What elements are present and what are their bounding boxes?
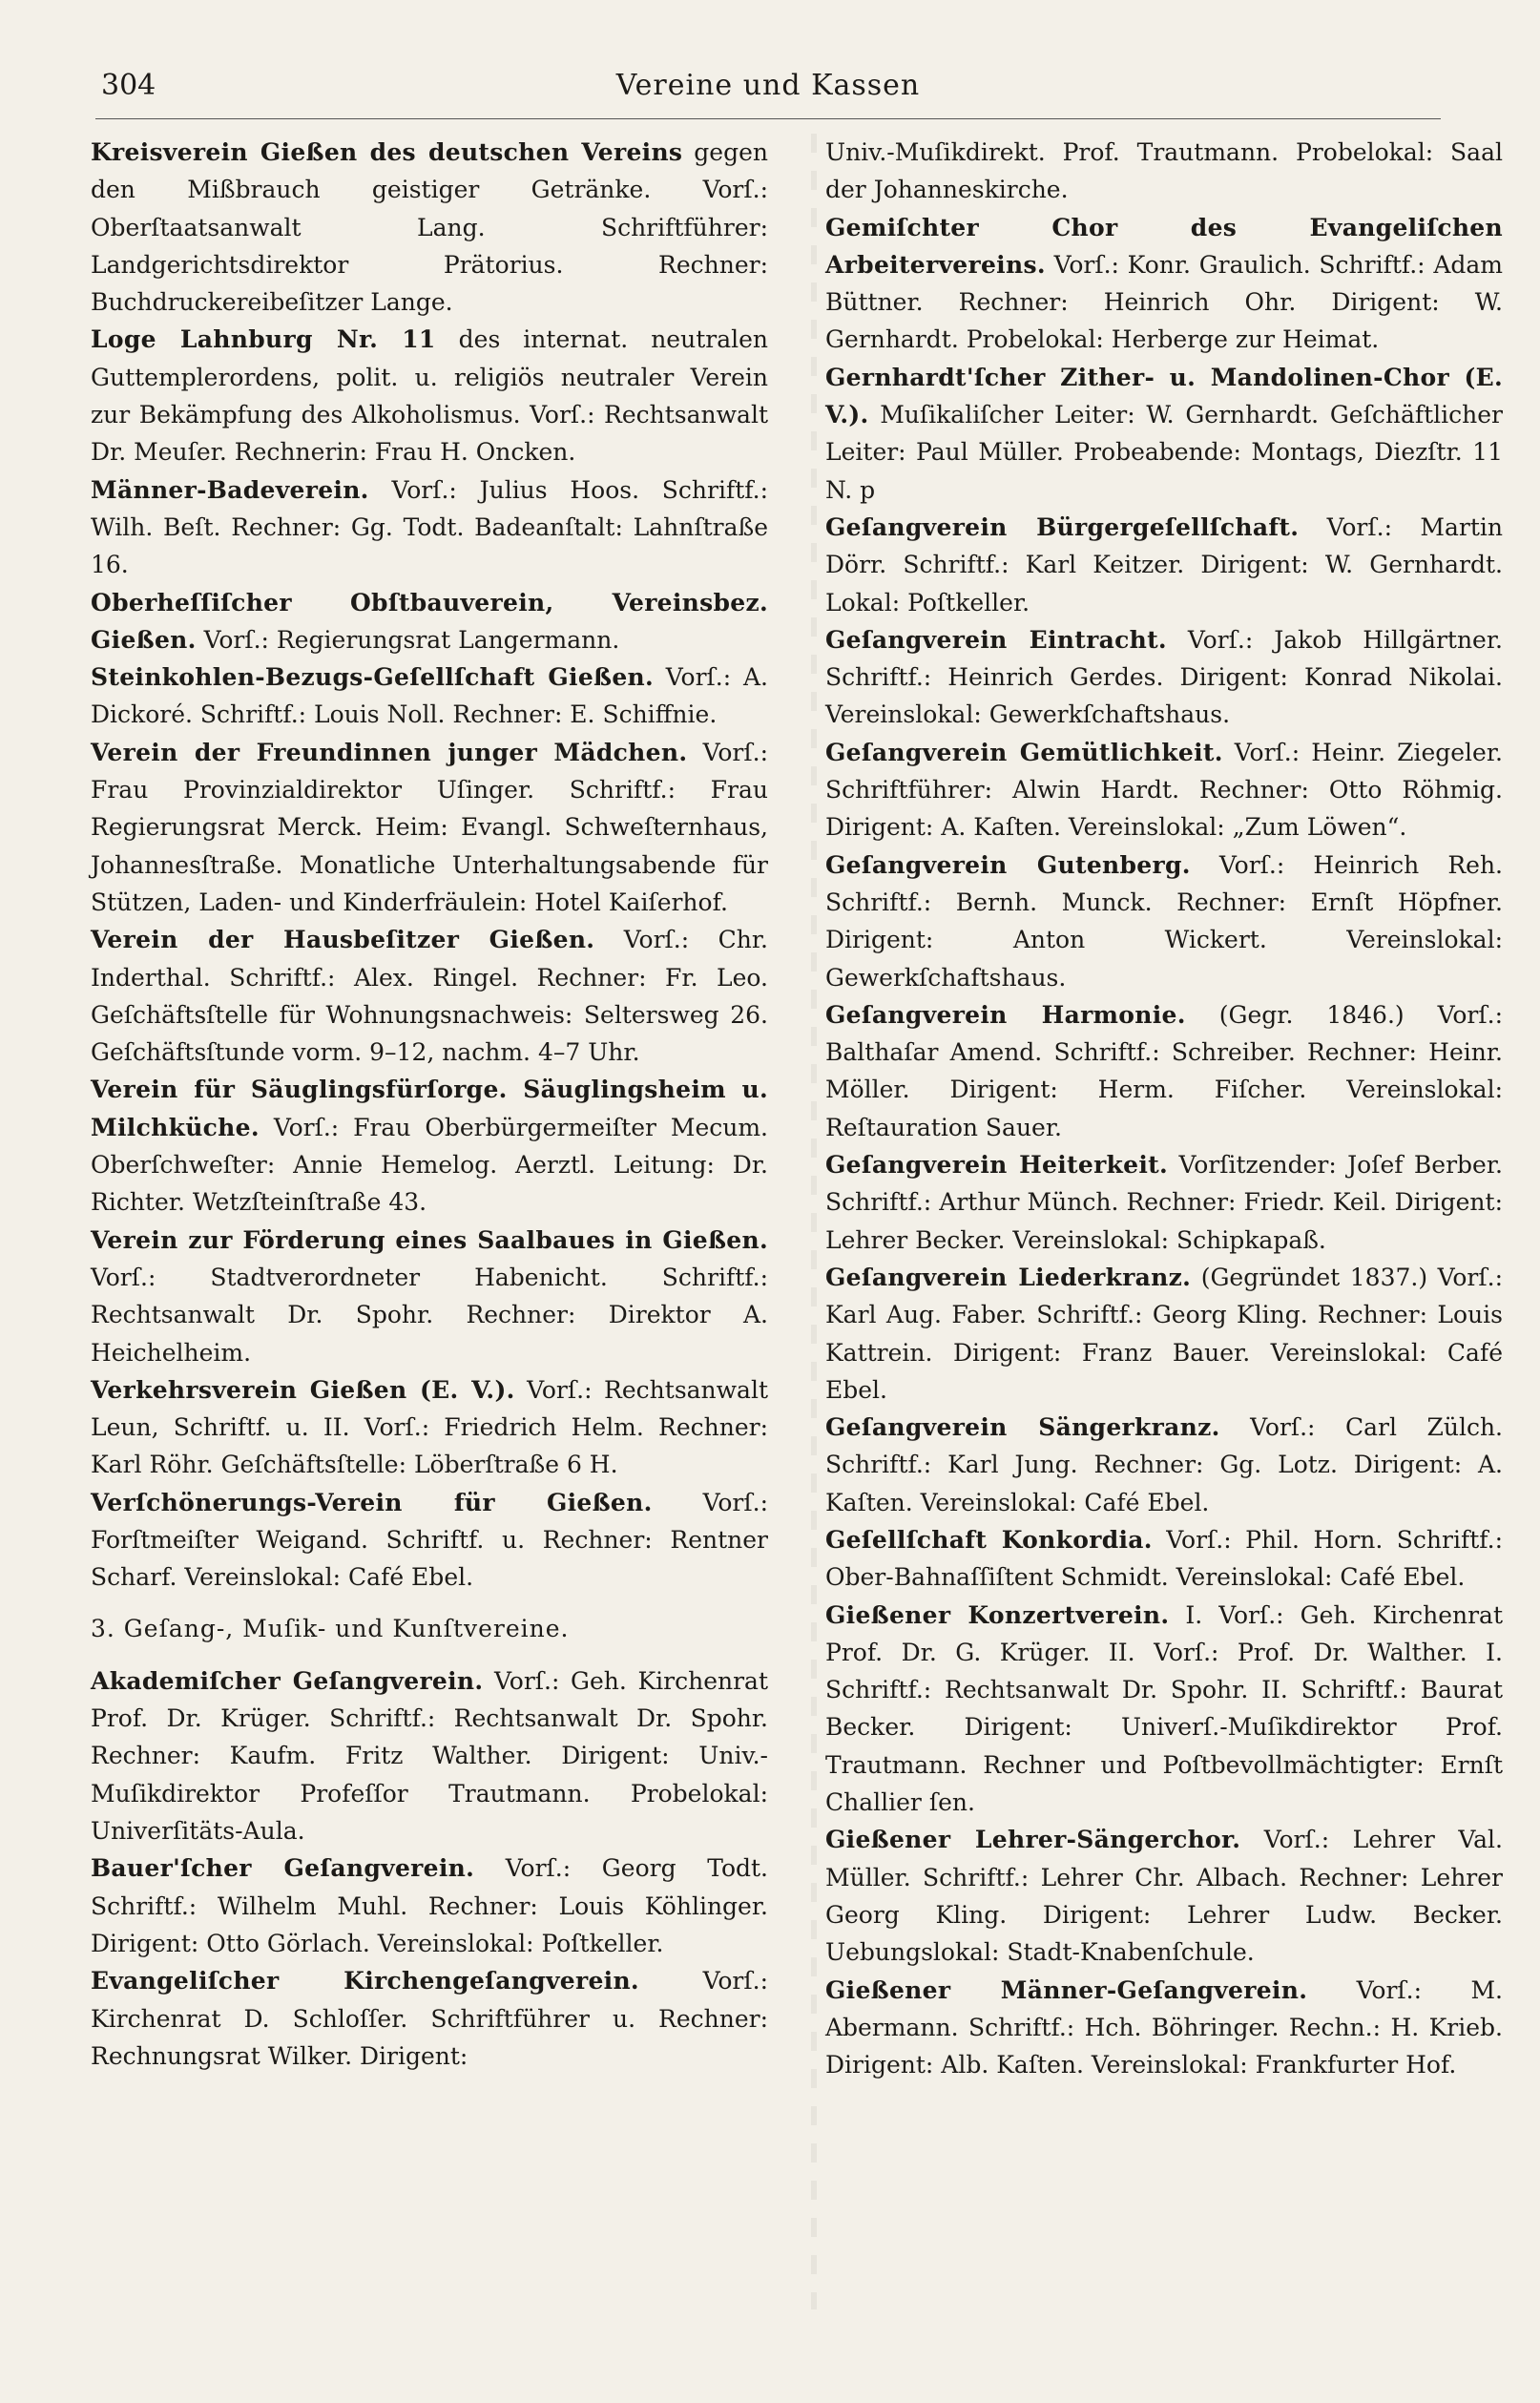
page-header (95, 57, 1441, 119)
entry-lehrer-saengerchor (825, 1821, 1503, 1971)
entry-text: Muſikaliſcher Leiter: W. Gernhardt. Geſchäftlicher Leiter: Paul Müller. Probeabende: Montags, Diezſtr. 11 N. p (825, 401, 1503, 504)
entry-text: Vorſitzender: Joſef Berber. Schriftf.: Arthur Münch. Rechner: Friedr. Keil. Dirigent: Lehrer Becker. Vereinslokal: Schipkapaß. (825, 1151, 1503, 1254)
entry-harmonie (825, 996, 1503, 1146)
entry-name: Verein zur Förderung eines Saalbaues in Gießen. (91, 1225, 768, 1254)
entry-text: Vorſ.: Jakob Hillgärtner. Schriftf.: Heinrich Gerdes. Dirigent: Konrad Nikolai. Vereinslokal: Gewerkſchaftshaus. (825, 625, 1503, 729)
entry-name: Männer-Badeverein. (91, 475, 369, 504)
entry-name: Verein der Freundinnen junger Mädchen. (91, 738, 688, 766)
entry-name: Verein für Säuglingsfürſorge. Säuglingsheim u. Milchküche. (91, 1076, 768, 1141)
entry-text: Vorſ.: Regierungsrat Langermann. (203, 625, 620, 654)
entry-saeuglingsfuersorge (91, 1071, 768, 1221)
entry-steinkohlen (91, 658, 768, 734)
entry-name: Loge Lahnburg Nr. 11 (91, 325, 436, 354)
entry-text: Vorſ.: Heinrich Reh. Schriftf.: Bernh. Munck. Rechner: Ernſt Höpfner. Dirigent: Anton Wickert. Vereinslokal: Gewerkſchaftshaus. (825, 850, 1503, 992)
entry-name: Gießener Männer-Geſangverein. (825, 1975, 1308, 2004)
entry-name: Geſellſchaft Konkordia. (825, 1525, 1153, 1554)
entry-continuation: Univ.-Muſikdirekt. Prof. Trautmann. Probelokal: Saal der Johanneskirche. (825, 138, 1503, 204)
entry-name: Evangeliſcher Kirchengeſangverein. (91, 1967, 639, 1996)
entry-text: gegen den Mißbrauch geistiger Getränke. Vorſ.: Oberſtaatsanwalt Lang. Schriftführer: Landgerichtsdirektor Prätorius. Rechner: Buchdruckereibeſitzer Lange. (91, 138, 768, 317)
entry-verschoenerungsverein (91, 1484, 768, 1597)
section-heading: 3. Geſang-, Muſik- und Kunſtvereine. (91, 1614, 570, 1642)
entry-hausbesitzer (91, 921, 768, 1071)
entry-text: Vorſ.: Phil. Horn. Schriftf.: Ober-Bahnaſſiſtent Schmidt. Vereinslokal: Café Ebel. (825, 1525, 1503, 1592)
entry-saengerkranz (825, 1409, 1503, 1521)
entry-kreisverein (91, 134, 768, 321)
entry-name: Geſangverein Harmonie. (825, 1000, 1186, 1029)
entry-text: Vorſ.: Heinr. Ziegeler. Schriftführer: Alwin Hardt. Rechner: Otto Röhmig. Dirigent: A. Kaſten. Vereinslokal: „Zum Löwen“. (825, 738, 1503, 842)
entry-name: Akademiſcher Geſangverein. (91, 1666, 484, 1695)
entry-loge-lahnburg (91, 321, 768, 470)
entry-name: Geſangverein Eintracht. (825, 625, 1167, 654)
entry-heiterkeit (825, 1146, 1503, 1259)
page-number: 304 (101, 69, 156, 102)
entry-name: Geſangverein Gutenberg. (825, 850, 1191, 879)
entry-name: Gießener Lehrer-Sängerchor. (825, 1826, 1241, 1854)
entry-text: Vorſ.: Georg Todt. Schriftf.: Wilhelm Muhl. Rechner: Louis Köhlinger. Dirigent: Otto Görlach. Vereinslokal: Poſtkeller. (91, 1854, 769, 1957)
entry-name: Gemiſchter Chor des Evangeliſchen Arbeitervereins. (825, 213, 1503, 279)
entry-name: Steinkohlen-Bezugs-Geſellſchaft Gießen. (91, 663, 654, 692)
entry-name: Gernhardt'ſcher Zither- u. Mandolinen-Chor (E. V.). (825, 363, 1503, 429)
entry-obstbauverein (91, 584, 768, 659)
entry-name: Verſchönerungs-Verein für Gießen. (91, 1488, 653, 1516)
entry-text: des internat. neutralen Guttemplerordens, polit. u. religiös neutraler Verein zur Bekämpfung des Alkoholismus. Vorſ.: Rechtsanwalt Dr. Meuſer. Rechnerin: Frau H. Oncken. (91, 325, 768, 467)
entry-akademischer-gesangverein (91, 1662, 768, 1849)
entry-name: Verkehrsverein Gießen (E. V.). (91, 1375, 515, 1404)
entry-name: Kreisverein Gießen des deutschen Vereins (91, 138, 683, 166)
entry-text: Vorſ.: Frau Provinzialdirektor Uſinger. Schriftf.: Frau Regierungsrat Merck. Heim: Evangl. Schweſternhaus, Johannesſtraße. Monatliche Unterhaltungsabende für Stützen, Laden- und Kinderfräulein: Hotel Kaiſerhof. (91, 738, 768, 916)
entry-konzertverein (825, 1597, 1503, 1822)
entry-liederkranz (825, 1259, 1503, 1409)
entry-bauerscher-gesangverein (91, 1849, 768, 1962)
entry-buergergesellschaft (825, 509, 1503, 621)
entry-text: Vorſ.: Konr. Graulich. Schriftf.: Adam Büttner. Rechner: Heinrich Ohr. Dirigent: W. Gernhardt. Probelokal: Herberge zur Heimat. (825, 250, 1503, 354)
entry-saalbau (91, 1222, 768, 1371)
entry-text: Vorſ.: Rechtsanwalt Leun, Schriftf. u. II. Vorſ.: Friedrich Helm. Rechner: Karl Röhr. Geſchäftsſtelle: Löberſtraße 6 H. (91, 1375, 768, 1479)
entry-text: Vorſ.: Chr. Inderthal. Schriftf.: Alex. Ringel. Rechner: Fr. Leo. Geſchäftsſtelle für Wohnungsnachweis: Seltersweg 26. Geſchäftsſtunde vorm. 9–12, nachm. 4–7 Uhr. (91, 926, 768, 1067)
entry-text: Vorſ.: A. Dickoré. Schriftf.: Louis Noll. Rechner: E. Schiffnie. (91, 663, 768, 729)
entry-text: Vorſ.: M. Abermann. Schriftf.: Hch. Böhringer. Rechn.: H. Krieb. Dirigent: Alb. Kaſten. Vereinslokal: Frankfurter Hof. (825, 1975, 1503, 2079)
entry-text: Vorſ.: Martin Dörr. Schriftf.: Karl Keitzer. Dirigent: W. Gernhardt. Lokal: Poſtkeller. (825, 512, 1503, 616)
entry-text: I. Vorſ.: Geh. Kirchenrat Prof. Dr. G. Krüger. II. Vorſ.: Prof. Dr. Walther. I. Schriftf.: Rechtsanwalt Dr. Spohr. II. Schriftf.: Baurat Becker. Dirigent: Univerſ.-Muſikdirektor Prof. Trautmann. Rechner und Poſtbevollmächtigter: Ernſt Challier ſen. (825, 1600, 1504, 1817)
entry-text: Vorſ.: Kirchenrat D. Schloſſer. Schriftführer u. Rechner: Rechnungsrat Wilker. Dirigent: (91, 1967, 769, 2070)
entry-name: Geſangverein Sängerkranz. (825, 1413, 1220, 1442)
entry-name: Geſangverein Gemütlichkeit. (825, 738, 1223, 766)
entry-kirchengesangverein (91, 1962, 768, 2075)
left-column (91, 134, 768, 2075)
entry-text: (Gegründet 1837.) Vorſ.: Karl Aug. Faber. Schriftf.: Georg Kling. Rechner: Louis Kattrein. Dirigent: Franz Bauer. Vereinslokal: Café Ebel. (825, 1263, 1504, 1404)
entry-name: Gießener Konzertverein. (825, 1600, 1170, 1629)
entry-text: (Gegr. 1846.) Vorſ.: Balthaſar Amend. Schriftf.: Schreiber. Rechner: Heinr. Möller. Dirigent: Herm. Fiſcher. Vereinslokal: Reſtauration Sauer. (825, 1000, 1503, 1141)
entry-gutenberg (825, 846, 1503, 996)
entry-gemuetlichkeit (825, 734, 1503, 846)
entry-name: Geſangverein Heiterkeit. (825, 1151, 1169, 1180)
entry-name: Geſangverein Liederkranz. (825, 1263, 1192, 1291)
entry-gemischter-chor (825, 209, 1503, 359)
entry-text: Vorſ.: Lehrer Val. Müller. Schriftf.: Lehrer Chr. Albach. Rechner: Lehrer Georg Kling. Dirigent: Lehrer Ludw. Becker. Uebungslokal: Stadt-Knabenſchule. (825, 1826, 1503, 1967)
entry-eintracht (825, 621, 1503, 734)
entry-text: Vorſ.: Stadtverordneter Habenicht. Schriftf.: Rechtsanwalt Dr. Spohr. Rechner: Direktor A. Heichelheim. (91, 1263, 768, 1367)
entry-freundinnen (91, 734, 768, 921)
right-column (825, 134, 1503, 2083)
running-title: Vereine und Kassen (615, 69, 921, 102)
entry-text: Vorſ.: Julius Hoos. Schriftf.: Wilh. Beſt. Rechner: Gg. Todt. Badeanſtalt: Lahnſtraße 16. (91, 475, 768, 579)
entry-name: Verein der Hausbeſitzer Gießen. (91, 926, 595, 954)
entry-text: Vorſ.: Frau Oberbürgermeiſter Mecum. Oberſchweſter: Annie Hemelog. Aerztl. Leitung: Dr. Richter. Wetzſteinſtraße 43. (91, 1113, 769, 1217)
entry-konkordia (825, 1521, 1503, 1597)
entry-name: Geſangverein Bürgergeſellſchaft. (825, 512, 1300, 541)
entry-name: Bauer'ſcher Geſangverein. (91, 1854, 475, 1883)
entry-text: Vorſ.: Geh. Kirchenrat Prof. Dr. Krüger. Schriftf.: Rechtsanwalt Dr. Spohr. Rechner: Kaufm. Fritz Walther. Dirigent: Univ.-Muſikdirektor Profeſſor Trautmann. Probelokal: Univerſitäts-Aula. (91, 1666, 768, 1846)
entry-name: Oberheſſiſcher Obſtbauverein, Vereinsbez. Gießen. (91, 588, 768, 654)
entry-verkehrsverein (91, 1371, 768, 1484)
entry-maenner-gesangverein (825, 1972, 1503, 2084)
entry-text: Vorſ.: Forſtmeiſter Weigand. Schriftf. u. Rechner: Rentner Scharf. Vereinslokal: Café Ebel. (91, 1488, 768, 1592)
entry-zither-chor (825, 359, 1503, 509)
bleed-through-shadow (811, 134, 817, 2309)
entry-text: Vorſ.: Carl Zülch. Schriftf.: Karl Jung. Rechner: Gg. Lotz. Dirigent: A. Kaſten. Vereinslokal: Café Ebel. (825, 1413, 1503, 1516)
entry-maenner-badeverein (91, 471, 768, 584)
